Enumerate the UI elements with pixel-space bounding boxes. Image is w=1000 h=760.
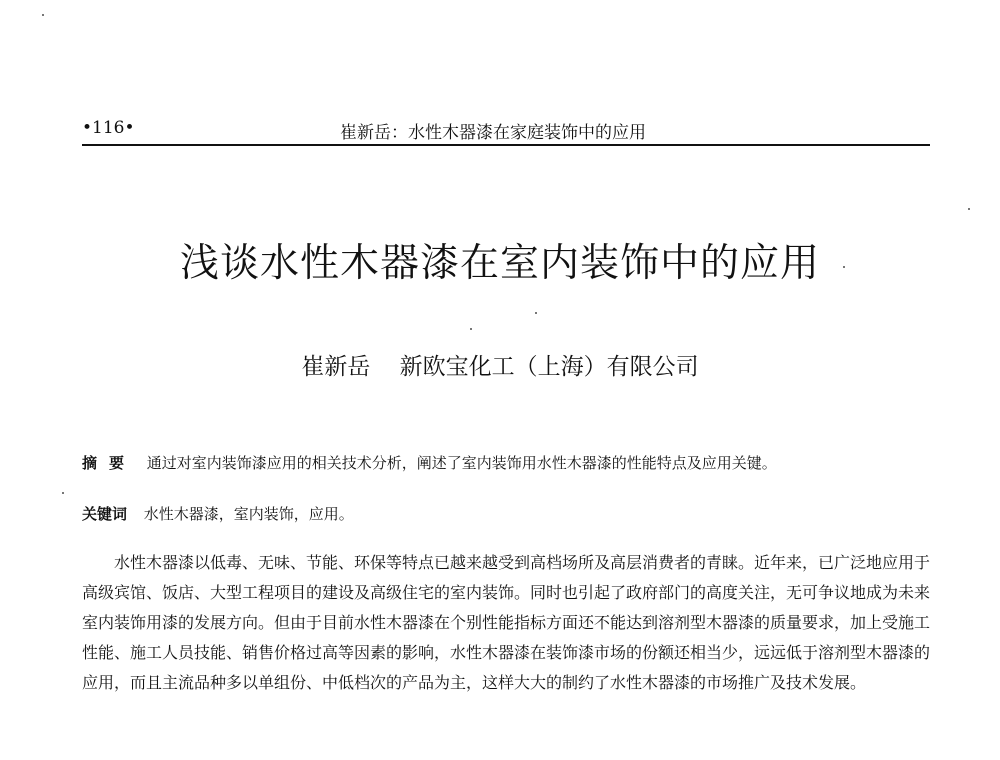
running-head: 崔新岳：水性木器漆在家庭装饰中的应用 [340,123,646,143]
scan-speck [843,266,845,268]
author-name: 崔新岳 [301,354,371,380]
scan-speck [535,312,537,314]
abstract [82,452,777,473]
scan-speck [470,328,472,330]
body-paragraph: 水性木器漆以低毒、无味、节能、环保等特点已越来越受到高档场所及高层消费者的青睐。近年来，已广泛地应用于高级宾馆、饭店、大型工程项目的建设及高级住宅的室内装饰。同时也引起了政府部门的高度关注，无可争议地成为未来室内装饰用漆的发展方向。但由于目前水性木器漆在个别性能指标方面还不能达到溶剂型木器漆的质量要求，加上受施工性能、施工人员技能、销售价格过高等因素的影响，水性木器漆在装饰漆市场的份额还相当少，远远低于溶剂型木器漆的应用，而且主流品种多以单组份、中低档次的产品为主，这样大大的制约了水性木器漆的市场推广及技术发展。 [82,553,931,692]
page-header [82,112,930,146]
keywords [82,503,354,524]
abstract-text: 通过对室内装饰漆应用的相关技术分析，阐述了室内装饰用水性木器漆的性能特点及应用关键。 [146,454,777,472]
scan-speck [62,492,64,494]
page-number: •116• [82,118,135,138]
keywords-text: 水性木器漆，室内装饰，应用。 [143,505,354,523]
abstract-label: 摘要 [82,454,137,472]
article-title: 浅谈水性木器漆在室内装饰中的应用 [179,241,820,286]
scan-speck [42,14,44,16]
keywords-label: 关键词 [82,505,128,523]
scan-speck [968,208,970,210]
author-affiliation: 新欧宝化工（上海）有限公司 [399,354,699,380]
byline [0,348,1000,381]
